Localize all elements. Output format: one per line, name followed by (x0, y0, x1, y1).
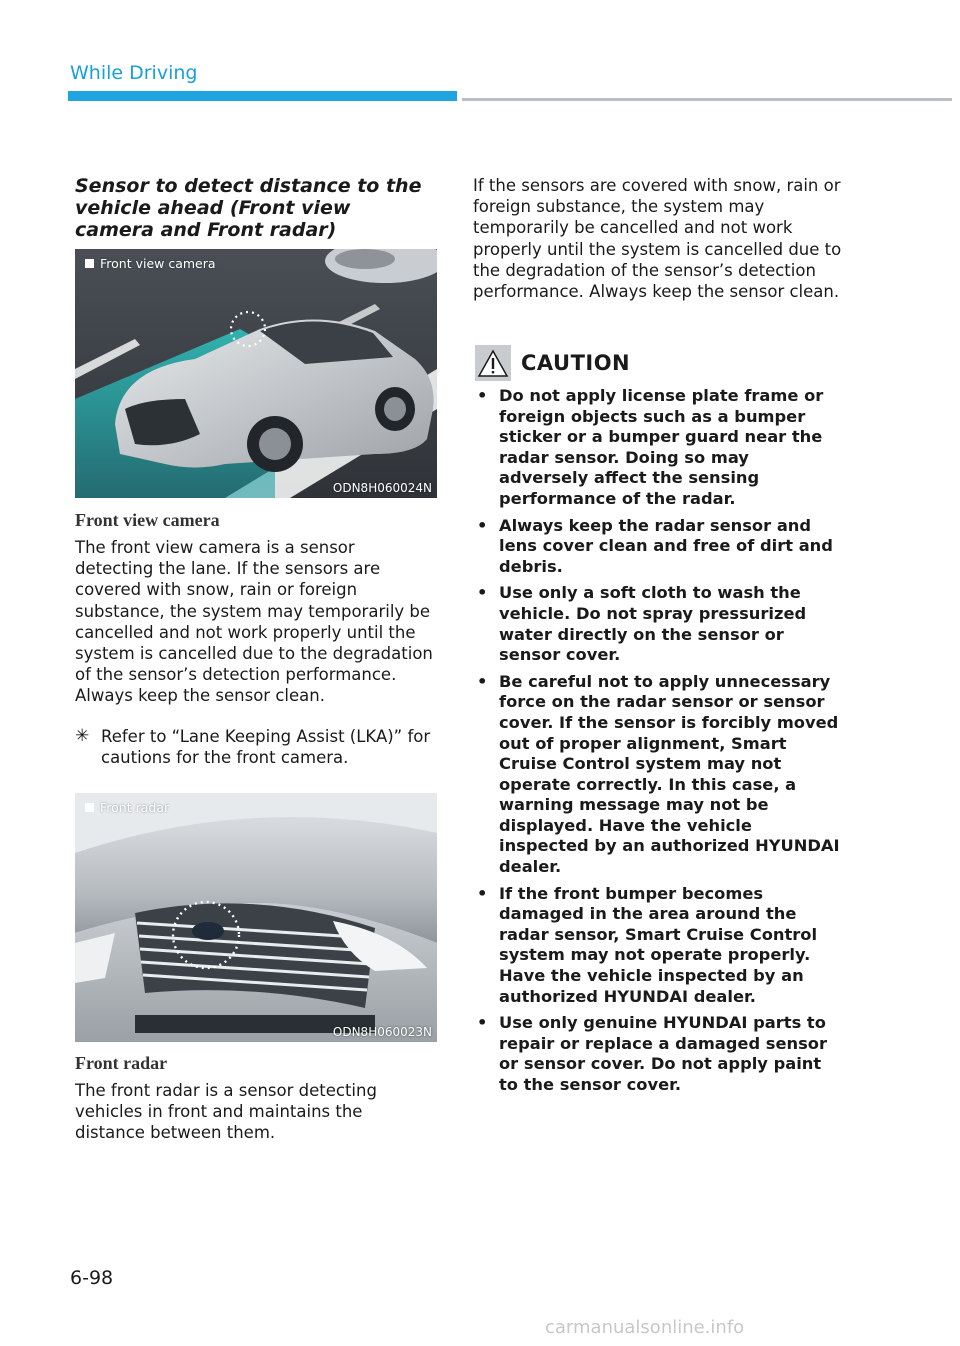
figure-front-view-camera (75, 249, 437, 498)
caution-item: • Be careful not to apply unnecessary force on the radar sensor or sensor cover. If the sensor is forcibly moved out of proper alignment, Smart Cruise Control system may not operate correctly. In this case, a warning message may not be displayed. Have the vehicle inspected by an authorized HYUNDAI dealer. (477, 671, 840, 877)
figure-code: ODN8H060024N (332, 481, 432, 495)
caution-title: CAUTION (521, 351, 631, 375)
caution-item: • Do not apply license plate frame or foreign objects such as a bumper sticker or a bumper guard near the radar sensor. Doing so may adversely affect the sensing performance of the radar. (477, 386, 824, 508)
header-rule (462, 98, 952, 101)
caution-item: • Always keep the radar sensor and lens cover clean and free of dirt and debris. (477, 515, 833, 576)
front-radar-paragraph: The front radar is a sensor detecting vehicles in front and maintains the distance between them. (75, 1081, 377, 1143)
figure-code: ODN8H060023N (332, 1025, 432, 1039)
note-asterisk-icon: ✳ (75, 726, 90, 746)
watermark-link[interactable]: carmanualsonline.info (545, 1317, 745, 1338)
subhead-front-radar: Front radar (75, 1053, 168, 1073)
caution-item: • Use only genuine HYUNDAI parts to repair or replace a damaged sensor or sensor cover. Do not apply paint to the sensor cover. (477, 1013, 828, 1094)
header-accent-bar (68, 91, 457, 101)
section-heading: Sensor to detect distance to the vehicle ahead (Front view camera and Front radar) (75, 175, 422, 241)
figure-front-radar (75, 793, 437, 1042)
figure-label: Front view camera (85, 256, 216, 271)
caution-warning-icon (475, 345, 511, 381)
page-number: 6-98 (70, 1267, 114, 1289)
figure-label-square-icon (85, 259, 94, 268)
caution-item: • If the front bumper becomes damaged in the area around the radar sensor, Smart Cruise Control system may not operate properly. Have the vehicle inspected by an authorized HYUNDAI dealer. (477, 883, 818, 1006)
figure-label-square-icon (85, 803, 94, 812)
sensor-cleanliness-paragraph: If the sensors are covered with snow, rain or foreign substance, the system may temporarily be cancelled and not work properly until the system is cancelled due to the degradation of the sensor’s detection performance. Always keep the sensor clean. (473, 176, 842, 302)
caution-item: • Use only a soft cloth to wash the vehicle. Do not spray pressurized water directly on the sensor or sensor cover. (477, 583, 807, 665)
caution-list (475, 386, 843, 1102)
subhead-front-view-camera: Front view camera (75, 510, 220, 530)
front-view-camera-illustration (75, 249, 437, 498)
caution-heading (475, 345, 630, 381)
front-radar-illustration (75, 793, 437, 1042)
front-view-camera-paragraph: The front view camera is a sensor detecting the lane. If the sensors are covered with snow, rain or foreign substance, the system may temporarily be cancelled and not work properly until the system is cancelled due to the degradation of the sensor’s detection performance. Always keep the sensor clean. (75, 538, 433, 706)
header-title: While Driving (70, 62, 198, 84)
lka-reference-note: ✳ Refer to “Lane Keeping Assist (LKA)” for cautions for the front camera. (75, 726, 431, 768)
figure-label: Front radar (85, 800, 169, 815)
